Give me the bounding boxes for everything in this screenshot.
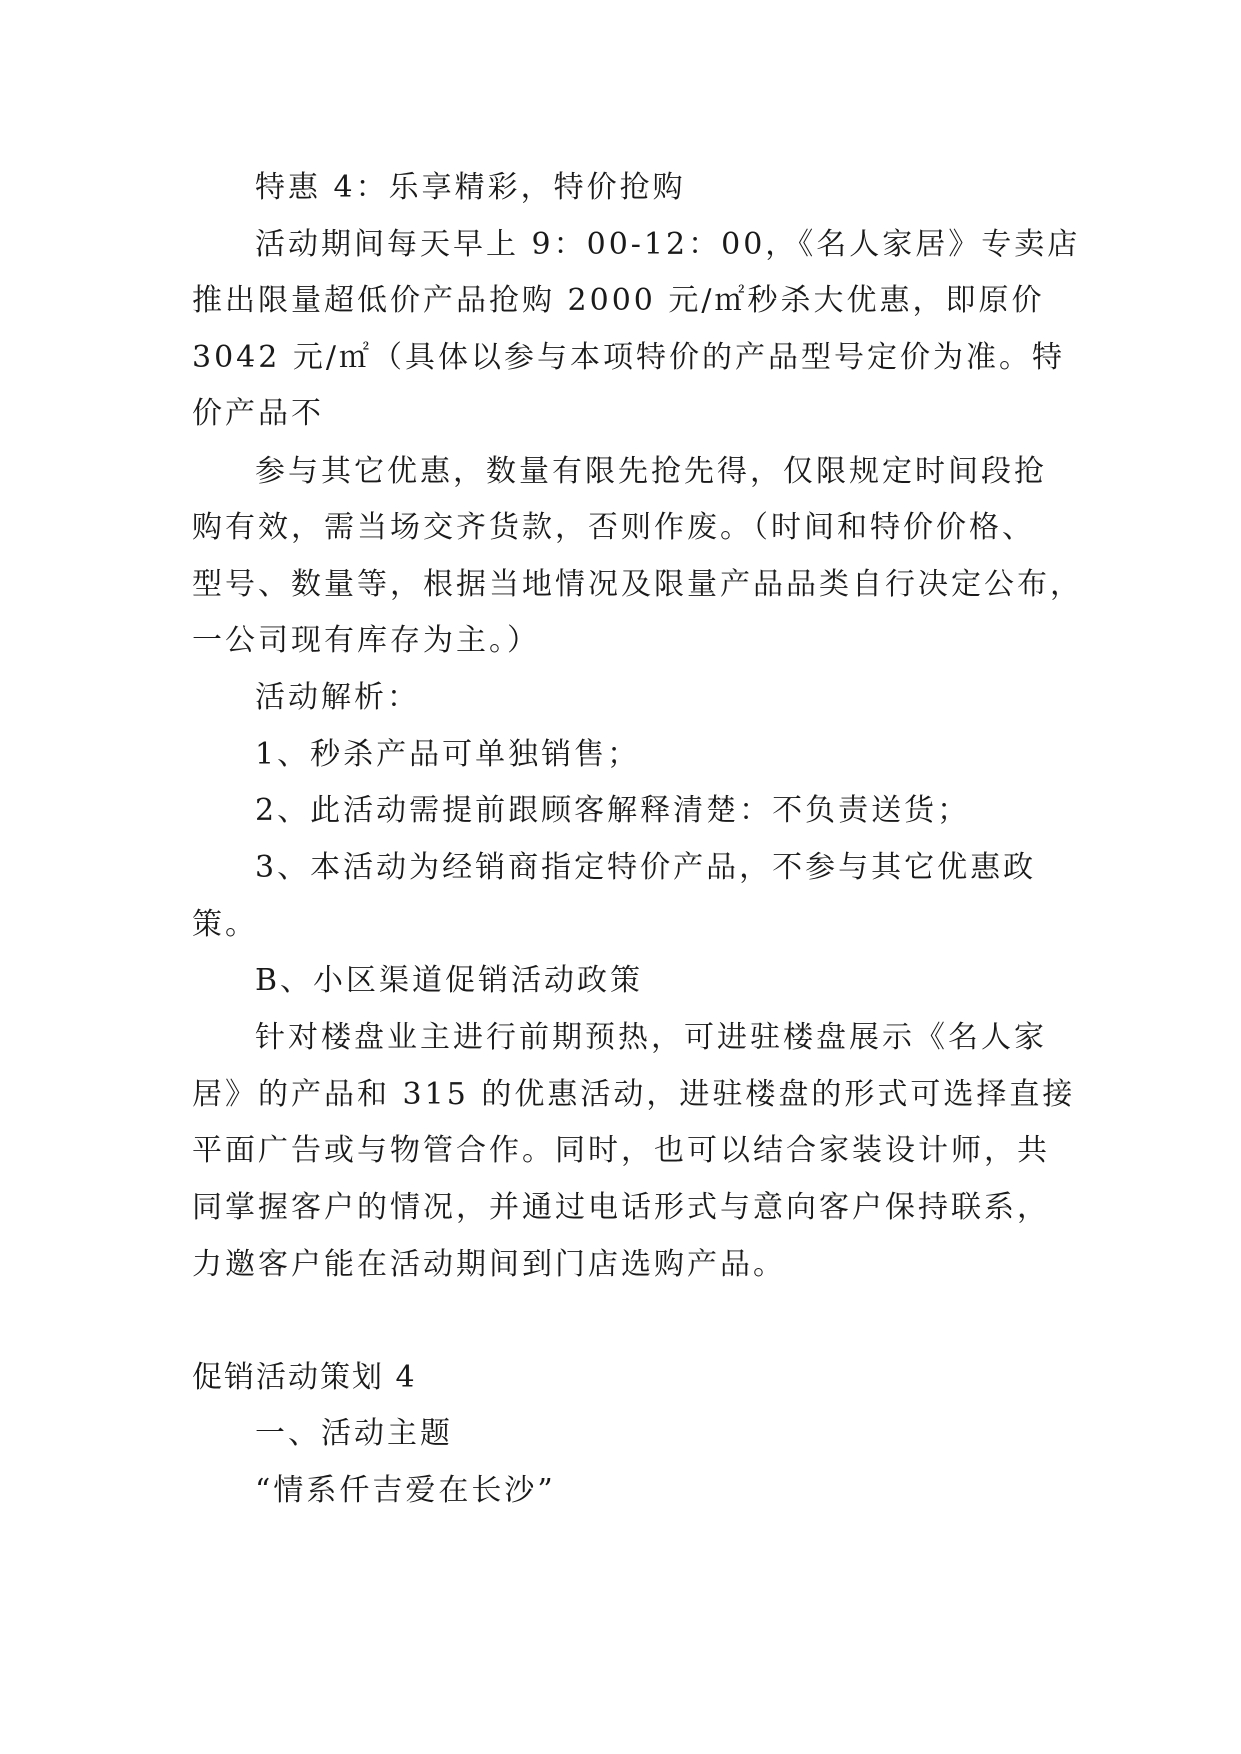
sub-heading-activity-analysis: 活动解析：	[255, 680, 420, 715]
paragraph-line: 价产品不	[192, 396, 324, 431]
paragraph-line: 力邀客户能在活动期间到门店选购产品。	[192, 1247, 786, 1282]
list-item: 3、本活动为经销商指定特价产品，不参与其它优惠政	[255, 850, 1037, 885]
paragraph-line: 活动期间每天早上 9：00-12：00，《名人家居》专卖店	[255, 227, 1081, 262]
paragraph-line: 参与其它优惠，数量有限先抢先得，仅限规定时间段抢	[255, 454, 1047, 489]
section-heading-special-offer-4: 特惠 4：乐享精彩，特价抢购	[255, 170, 686, 205]
section-heading-activity-theme: 一、活动主题	[255, 1416, 453, 1451]
paragraph-line: 型号、数量等，根据当地情况及限量产品品类自行决定公布，	[192, 567, 1083, 602]
paragraph-line: 同掌握客户的情况，并通过电话形式与意向客户保持联系，	[192, 1190, 1050, 1225]
paragraph-line: 平面广告或与物管合作。同时，也可以结合家装设计师，共	[192, 1133, 1050, 1168]
paragraph-line: 推出限量超低价产品抢购 2000 元/㎡秒杀大优惠，即原价	[192, 283, 1045, 318]
activity-theme-slogan: “情系仟吉爱在长沙”	[255, 1473, 556, 1508]
list-item: 1、秒杀产品可单独销售；	[255, 737, 641, 772]
paragraph-line: 针对楼盘业主进行前期预热，可进驻楼盘展示《名人家	[255, 1020, 1047, 1055]
paragraph-line: 策。	[192, 907, 258, 942]
paragraph-line: 购有效，需当场交齐货款，否则作废。（时间和特价价格、	[192, 510, 1035, 545]
document-title-plan-4: 促销活动策划 4	[192, 1360, 417, 1395]
paragraph-line: 一公司现有库存为主。）	[192, 623, 540, 658]
list-item: 2、此活动需提前跟顾客解释清楚：不负责送货；	[255, 793, 971, 828]
section-heading-community-channel: B、小区渠道促销活动政策	[255, 963, 644, 998]
paragraph-line: 居》的产品和 315 的优惠活动，进驻楼盘的形式可选择直接	[192, 1077, 1076, 1112]
paragraph-line: 3042 元/㎡（具体以参与本项特价的产品型号定价为准。特	[192, 340, 1065, 375]
